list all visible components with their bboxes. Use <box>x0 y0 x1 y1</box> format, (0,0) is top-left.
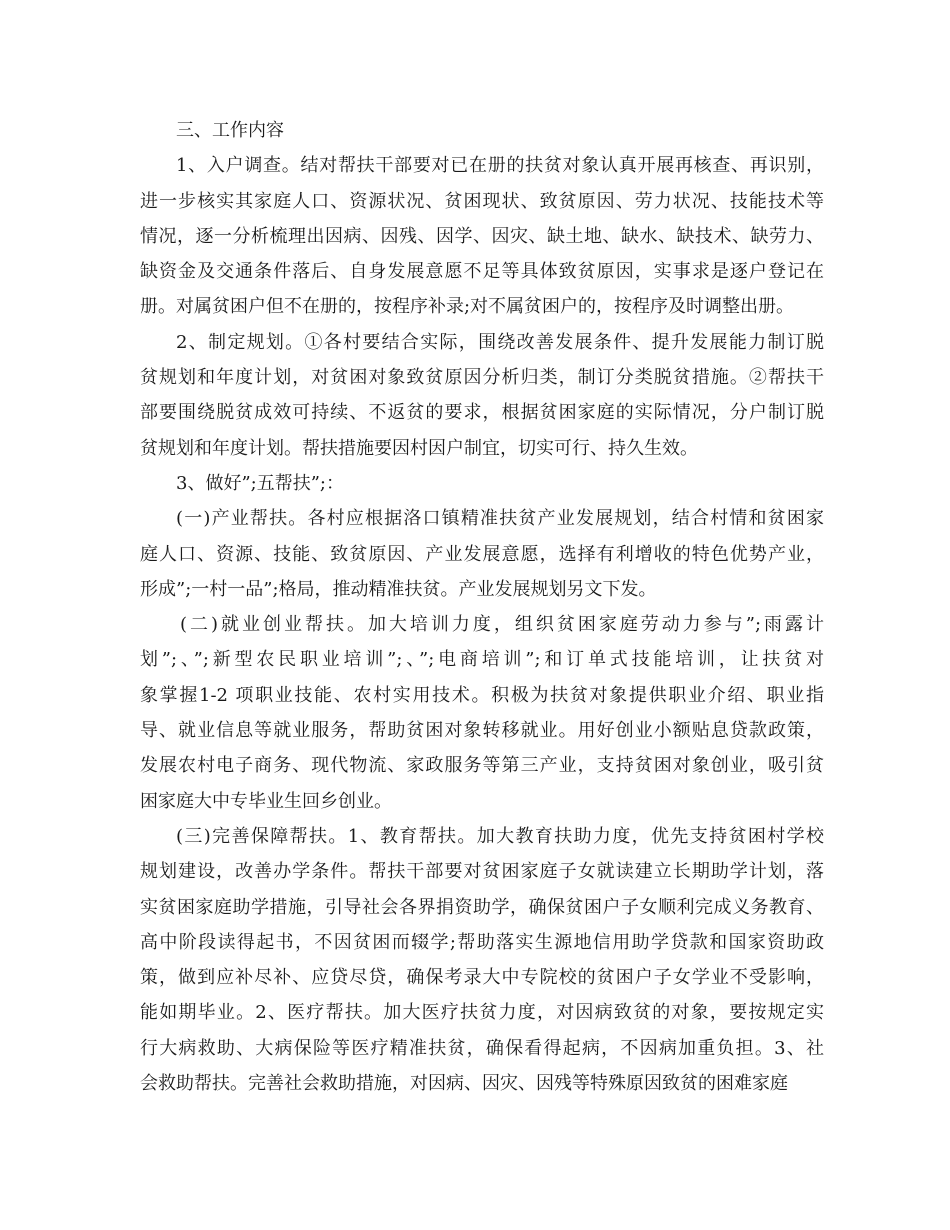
section-heading: 三、工作内容 <box>176 120 284 141</box>
text-line: 高中阶段读得起书，不因贫困而辍学;帮助落实生源地信用助学贷款和国家资助政 <box>140 931 824 953</box>
paragraph-industry-assistance <box>140 501 824 607</box>
paragraph-five-assistance <box>140 466 824 501</box>
text-line: 行大病救助、大病保险等医疗精准扶贫，确保看得起病，不因病加重负担。3、社 <box>140 1037 824 1059</box>
text-line: 部要围绕脱贫成效可持续、不返贫的要求，根据贫困家庭的实际情况，分户制订脱 <box>140 402 824 424</box>
paragraph-household-survey <box>140 148 824 324</box>
paragraph-planning <box>140 325 824 466</box>
text-line: 实贫困家庭助学措施，引导社会各界捐资助学，确保贫困户子女顺利完成义务教育、 <box>140 896 824 918</box>
text-line: 进一步核实其家庭人口、资源状况、贫困现状、致贫原因、劳力状况、技能技术等 <box>140 190 824 212</box>
paragraph-employment-assistance <box>140 607 824 819</box>
text-line: 困家庭大中专毕业生回乡创业。 <box>140 790 392 812</box>
text-line: 划”;、”;新型农民职业培训”;、”;电商培训”;和订单式技能培训，让扶贫对 <box>140 649 824 671</box>
paragraph-security-assistance <box>140 819 824 1101</box>
text-line: 2、制定规划。①各村要结合实际，围绕改善发展条件、提升发展能力制订脱 <box>176 331 824 353</box>
text-line: 3、做好”;五帮扶”;： <box>176 472 344 494</box>
text-line: (三)完善保障帮扶。1、教育帮扶。加大教育扶助力度，优先支持贫困村学校 <box>176 825 824 847</box>
text-line: 庭人口、资源、技能、致贫原因、产业发展意愿，选择有利增收的特色优势产业， <box>140 543 824 565</box>
text-line: 形成”;一村一品”;格局，推动精准扶贫。产业发展规划另文下发。 <box>140 578 657 600</box>
text-line: 能如期毕业。2、医疗帮扶。加大医疗扶贫力度，对因病致贫的对象，要按规定实 <box>140 1002 824 1024</box>
text-line: 缺资金及交通条件落后、自身发展意愿不足等具体致贫原因，实事求是逐户登记在 <box>140 261 824 283</box>
text-line: 象掌握1-2 项职业技能、农村实用技术。积极为扶贫对象提供职业介绍、职业指 <box>140 684 824 706</box>
text-line: (一)产业帮扶。各村应根据洛口镇精准扶贫产业发展规划，结合村情和贫困家 <box>176 508 824 530</box>
text-line: 情况，逐一分析梳理出因病、因残、因学、因灾、缺土地、缺水、缺技术、缺劳力、 <box>140 225 824 247</box>
text-line: 策，做到应补尽补、应贷尽贷，确保考录大中专院校的贫困户子女学业不受影响， <box>140 967 824 989</box>
text-line: (二)就业创业帮扶。加大培训力度，组织贫困家庭劳动力参与”;雨露计 <box>180 614 824 636</box>
text-line: 册。对属贫困户但不在册的，按程序补录;对不属贫困户的，按程序及时调整出册。 <box>140 296 795 318</box>
document-page <box>140 113 824 1101</box>
text-line: 会救助帮扶。完善社会救助措施，对因病、因灾、因残等特殊原因致贫的困难家庭 <box>140 1073 788 1095</box>
text-line: 贫规划和年度计划。帮扶措施要因村因户制宜，切实可行、持久生效。 <box>140 437 698 459</box>
text-line: 导、就业信息等就业服务，帮助贫困对象转移就业。用好创业小额贴息贷款政策， <box>140 720 824 742</box>
text-line: 规划建设，改善办学条件。帮扶干部要对贫困家庭子女就读建立长期助学计划，落 <box>140 861 824 883</box>
text-line: 1、入户调查。结对帮扶干部要对已在册的扶贫对象认真开展再核查、再识别， <box>176 155 824 177</box>
text-line: 贫规划和年度计划，对贫困对象致贫原因分析归类，制订分类脱贫措施。②帮扶干 <box>140 367 824 389</box>
text-line: 发展农村电子商务、现代物流、家政服务等第三产业，支持贫困对象创业，吸引贫 <box>140 755 824 777</box>
